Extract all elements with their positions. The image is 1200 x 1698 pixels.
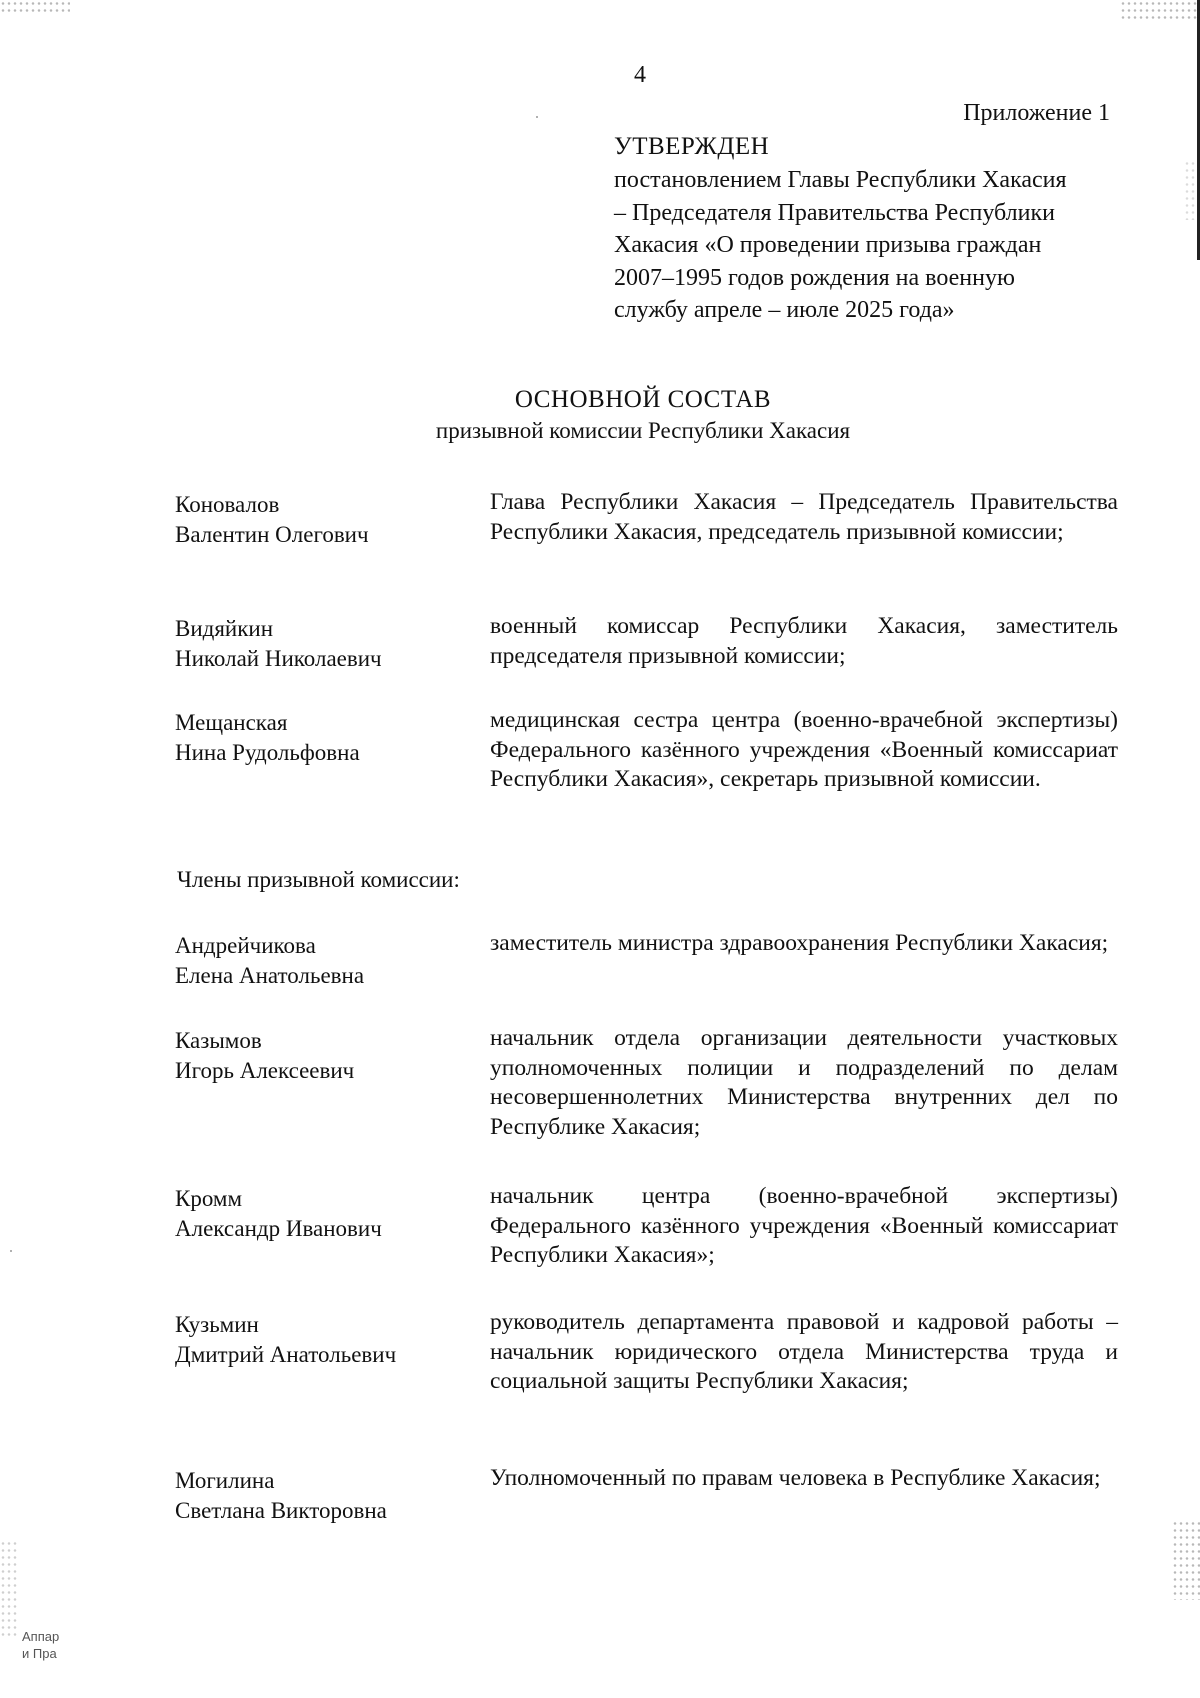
appendix-label: Приложение 1	[963, 100, 1110, 126]
person-given-name: Игорь Алексеевич	[175, 1058, 355, 1083]
footer-stamp-line: и Пра	[22, 1646, 57, 1661]
person-given-name: Александр Иванович	[175, 1216, 382, 1241]
section-subtitle: призывной комиссии Республики Хакасия	[435, 418, 851, 443]
section-heading	[0, 384, 1200, 446]
members-label: Члены призывной комиссии:	[177, 867, 460, 892]
approval-body: постановлением Главы Республики Хакасия – Председателя Правительства Республики Хакасия «О проведении призыва граждан 2007–1995 годов рождения на военную службу апреле – июле 2025 года»	[614, 167, 1067, 323]
person-name	[175, 1466, 475, 1526]
person-surname: Кромм	[175, 1186, 243, 1211]
footer-stamp	[22, 1628, 59, 1662]
scan-speck	[10, 1250, 12, 1252]
person-given-name: Нина Рудольфовна	[175, 740, 360, 765]
section-title: ОСНОВНОЙ СОСТАВ	[514, 386, 772, 413]
scan-noise	[0, 0, 70, 14]
person-name	[175, 1184, 475, 1244]
person-surname: Могилина	[175, 1468, 275, 1493]
person-name	[175, 1310, 475, 1370]
footer-stamp-line: Аппар	[22, 1629, 60, 1644]
person-given-name: Николай Николаевич	[175, 646, 382, 671]
person-surname: Кузьмин	[175, 1312, 259, 1337]
person-role: начальник центра (военно-врачебной экспертизы) Федерального казённого учреждения «Военный комиссариат Республики Хакасия»;	[490, 1183, 1118, 1268]
person-given-name: Дмитрий Анатольевич	[175, 1342, 397, 1367]
scan-speck	[536, 116, 538, 118]
person-given-name: Валентин Олегович	[175, 522, 369, 547]
person-surname: Казымов	[175, 1028, 262, 1053]
person-role: руководитель департамента правовой и кадровой работы – начальник юридического отдела Министерства труда и социальной защиты Республики Хакасия;	[490, 1309, 1118, 1394]
page-number: 4	[634, 62, 646, 88]
person-given-name: Светлана Викторовна	[175, 1498, 387, 1523]
scan-noise	[1172, 1520, 1200, 1600]
person-name	[175, 1026, 475, 1086]
person-name	[175, 614, 475, 674]
person-name	[175, 708, 475, 768]
approval-block	[614, 130, 1134, 327]
person-role: военный комиссар Республики Хакасия, заместитель председателя призывной комиссии;	[490, 613, 1118, 669]
person-name	[175, 490, 475, 550]
scan-noise	[0, 1540, 18, 1640]
person-surname: Андрейчикова	[175, 933, 316, 958]
scan-noise	[1120, 0, 1200, 22]
person-given-name: Елена Анатольевна	[175, 963, 365, 988]
person-role: Уполномоченный по правам человека в Республике Хакасия;	[490, 1465, 1101, 1491]
person-role: заместитель министра здравоохранения Республики Хакасия;	[490, 930, 1109, 956]
person-role: медицинская сестра центра (военно-врачебной экспертизы) Федерального казённого учреждения «Военный комиссариат Республики Хакасия», секретарь призывной комиссии.	[490, 707, 1118, 792]
person-surname: Коновалов	[175, 492, 280, 517]
person-role: начальник отдела организации деятельности участковых уполномоченных полиции и подразделений по делам несовершеннолетних Министерства внутренних дел по Республике Хакасия;	[490, 1025, 1118, 1140]
approval-title: УТВЕРЖДЕН	[614, 133, 770, 160]
person-role: Глава Республики Хакасия – Председатель Правительства Республики Хакасия, председатель призывной комиссии;	[490, 489, 1118, 545]
person-name	[175, 931, 475, 991]
person-surname: Видяйкин	[175, 616, 274, 641]
person-surname: Мещанская	[175, 710, 288, 735]
